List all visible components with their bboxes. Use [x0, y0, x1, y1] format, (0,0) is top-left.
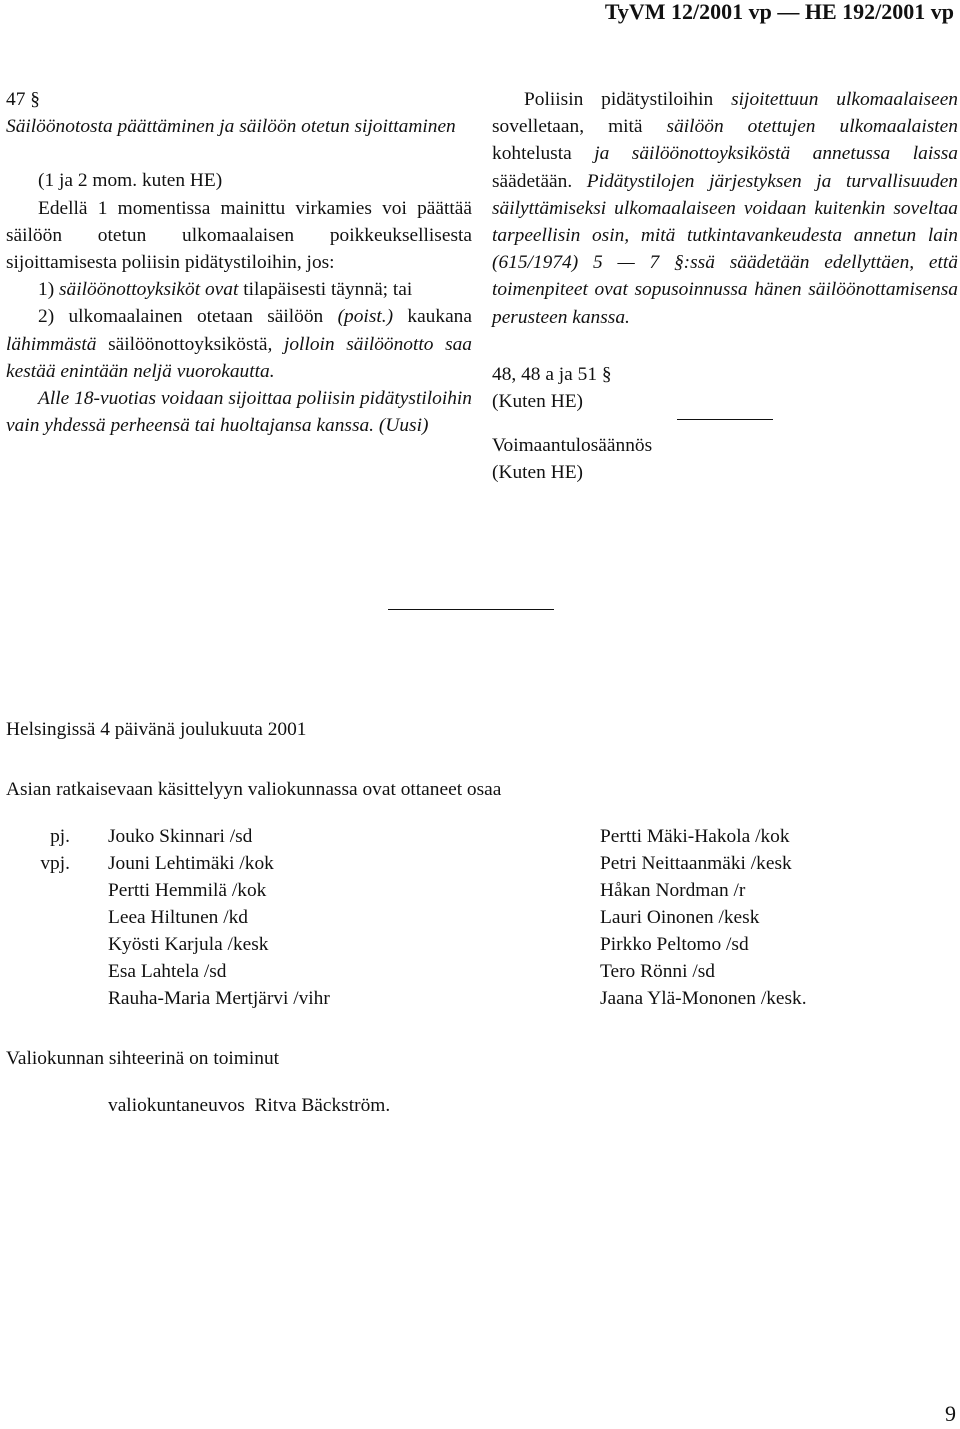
secretary: valiokuntaneuvos Ritva Bäckström.	[108, 1095, 391, 1116]
item-2: 2) ulkomaalainen otetaan säilöön (poist.) kaukana lähimmästä säilöönottoyksiköstä, jolloin säilöönotto saa kestää enintään neljä vuorokautta.	[6, 306, 472, 382]
member-row: pj. Jouko Skinnari /sd	[50, 826, 253, 847]
member-row: Pertti Mäki-Hakola /kok	[600, 826, 790, 847]
left-column	[6, 86, 472, 439]
member-row: Rauha-Maria Mertjärvi /vihr	[108, 988, 330, 1009]
member-row: Tero Rönni /sd	[600, 961, 715, 982]
kuten-he-1: (Kuten HE)	[492, 391, 583, 413]
member-row: Kyösti Karjula /kesk	[108, 934, 269, 955]
member-row: Petri Neittaanmäki /kesk	[600, 853, 792, 874]
secretary-intro: Valiokunnan sihteerinä on toiminut	[6, 1048, 280, 1069]
paragraph-3: Poliisin pidätystiloihin sijoitettuun ulkomaalaiseen sovelletaan, mitä säilöön otettujen ulkomaalaisten kohtelusta ja säilöönottoyksiköstä annetussa laissa säädetään. Pidätystilojen järjestyksen ja turvallisuuden säilyttämiseksi ulkomaalaiseen voidaan kuitenkin soveltaa tarpeellisin osin, mitä tutkintavankeudesta annetun lain (615/1974) 5 — 7 §:ssä säädetään edellyttäen, että toimenpiteet ovat sopusoinnussa hänen säilöönottamisensa perusteen kanssa.	[492, 89, 958, 328]
page-number: 9	[945, 1401, 956, 1426]
member-row: Lauri Oinonen /kesk	[600, 907, 760, 928]
section-number-2: 48, 48 a ja 51 §	[492, 363, 612, 385]
members-left	[6, 823, 330, 1012]
divider	[677, 419, 773, 420]
running-header: TyVM 12/2001 vp — HE 192/2001 vp	[604, 0, 954, 24]
section-number: 47 §	[6, 89, 40, 110]
spacer	[6, 140, 472, 167]
member-row: Esa Lahtela /sd	[108, 961, 227, 982]
member-row: Pertti Hemmilä /kok	[108, 880, 267, 901]
member-row: Håkan Nordman /r	[600, 880, 746, 901]
paragraph-2: Alle 18-vuotias voidaan sijoittaa poliisin pidätystiloihin vain yhdessä perheensä tai huoltajansa kanssa. (Uusi)	[6, 388, 472, 437]
section-heading: Säilöönotosta päättäminen ja säilöön otetun sijoittaminen	[6, 116, 456, 138]
moment-note: (1 ja 2 mom. kuten HE)	[38, 170, 223, 192]
paragraph-1: Edellä 1 momentissa mainittu virkamies voi päättää säilöön otetun ulkomaalaisen poikkeuksellisesta sijoittamisesta poliisin pidätystiloihin, jos:	[6, 197, 472, 274]
member-row: Jaana Ylä-Mononen /kesk.	[600, 988, 807, 1009]
place-date: Helsingissä 4 päivänä joulukuuta 2001	[6, 719, 307, 740]
right-column	[492, 86, 958, 487]
section-heading-2: Voimaantulosäännös	[492, 435, 653, 457]
spacer	[492, 331, 958, 361]
item-1: 1) säilöönottoyksiköt ovat tilapäisesti täynnä; tai	[38, 279, 413, 301]
member-row: Pirkko Peltomo /sd	[600, 934, 749, 955]
participants-intro: Asian ratkaisevaan käsittelyyn valiokunnassa ovat ottaneet osaa	[6, 779, 502, 800]
kuten-he-2: (Kuten HE)	[492, 462, 583, 484]
member-row: vpj. Jouni Lehtimäki /kok	[40, 853, 274, 874]
members-right	[600, 823, 807, 1012]
member-row: Leea Hiltunen /kd	[108, 907, 248, 928]
end-rule	[388, 609, 554, 610]
